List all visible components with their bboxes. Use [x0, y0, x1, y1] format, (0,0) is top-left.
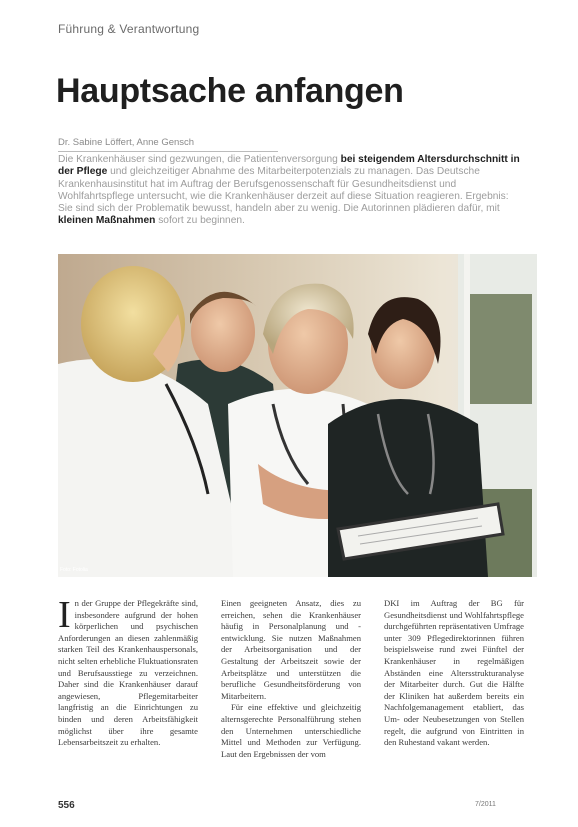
article-photo — [58, 254, 537, 577]
body-column-3 — [384, 598, 524, 749]
photo-credit: Foto: Fotolia — [60, 567, 88, 573]
article-title: Hauptsache anfangen — [56, 72, 404, 110]
section-label: Führung & Verantwortung — [58, 22, 200, 36]
lead-highlight-1: bei steigendem Altersdurchschnitt in der Pflege — [58, 154, 520, 178]
article-authors: Dr. Sabine Löffert, Anne Gensch — [58, 137, 195, 148]
body-paragraph: n der Gruppe der Pflegekräfte sind, insbesondere aufgrund der hohen körperlichen und psychischen Anforderungen an diesen zahlenmäßig starken Teil des Krankenhauspersonals, nicht selten erhebliche Fluktuationsraten und Berufsausstiege zu verzeichnen. Daher sind die Krankenhäuser darauf angewiesen, Pflegemitarbeiter langfristig an die Einrichtungen zu binden und deren Arbeitsfähigkeit möglichst über ihre gesamte Lebensarbeitszeit zu erhalten. — [58, 598, 198, 748]
lead-text-3: sofort zu beginnen. — [155, 215, 245, 227]
body-paragraph: Für eine effektive und gleichzeitig alternsgerechte Personalführung stehen den Unternehmen unterschiedliche Mittel und Methoden zur Verfügung. Laut den Ergebnissen der vom — [221, 702, 361, 759]
lead-text-2: und gleichzeitiger Abnahme des Mitarbeiterpotenzials zu managen. Das Deutsche Krankenhausinstitut hat im Auftrag der Berufsgenossenschaft für Gesundheitsdienst und Wohlfahrtspflege untersucht, wie die Krankenhäuser derzeit auf diese Situation reagieren. Ergebnis: Sie sind sich der Problematik bewusst, handeln aber zu wenig. Die Autorinnen plädieren dafür, mit — [58, 166, 509, 215]
page-number: 556 — [58, 800, 75, 811]
lead-text-1: Die Krankenhäuser sind gezwungen, die Patientenversorgung — [58, 154, 341, 165]
drop-cap: I — [58, 594, 71, 636]
issue-number: 7/2011 — [475, 801, 496, 808]
body-paragraph: Einen geeigneten Ansatz, dies zu erreichen, sehen die Krankenhäuser häufig in Personalplanung und -entwicklung. Sie nutzen Maßnahmen der Arbeitsorganisation und der Gestaltung der Arbeitszeit sowie der Arbeitsplätze und unterstützen die berufliche Gesundheitsförderung von Mitarbeitern. — [221, 598, 361, 701]
photo-illustration — [58, 254, 537, 577]
article-lead — [58, 154, 522, 228]
body-column-2 — [221, 598, 361, 760]
body-paragraph: DKI im Auftrag der BG für Gesundheitsdienst und Wohlfahrtspflege durchgeführten repräsentativen Umfrage unter 309 Pflegedirektorinnen führen beispielsweise rund zwei Fünftel der Krankenhäuser in regelmäßigen Abständen eine Altersstrukturanalyse der Mitarbeiter durch. Gut die Hälfte der Kliniken hat außerdem bereits ein Nachfolgemanagement etabliert, das Um- oder Neubesetzungen von Stellen regelt, die aufgrund von Eintritten in den Ruhestand vakant werden. — [384, 598, 524, 748]
body-column-1 — [58, 594, 198, 749]
author-divider — [58, 151, 278, 152]
lead-highlight-2: kleinen Maßnahmen — [58, 215, 156, 227]
